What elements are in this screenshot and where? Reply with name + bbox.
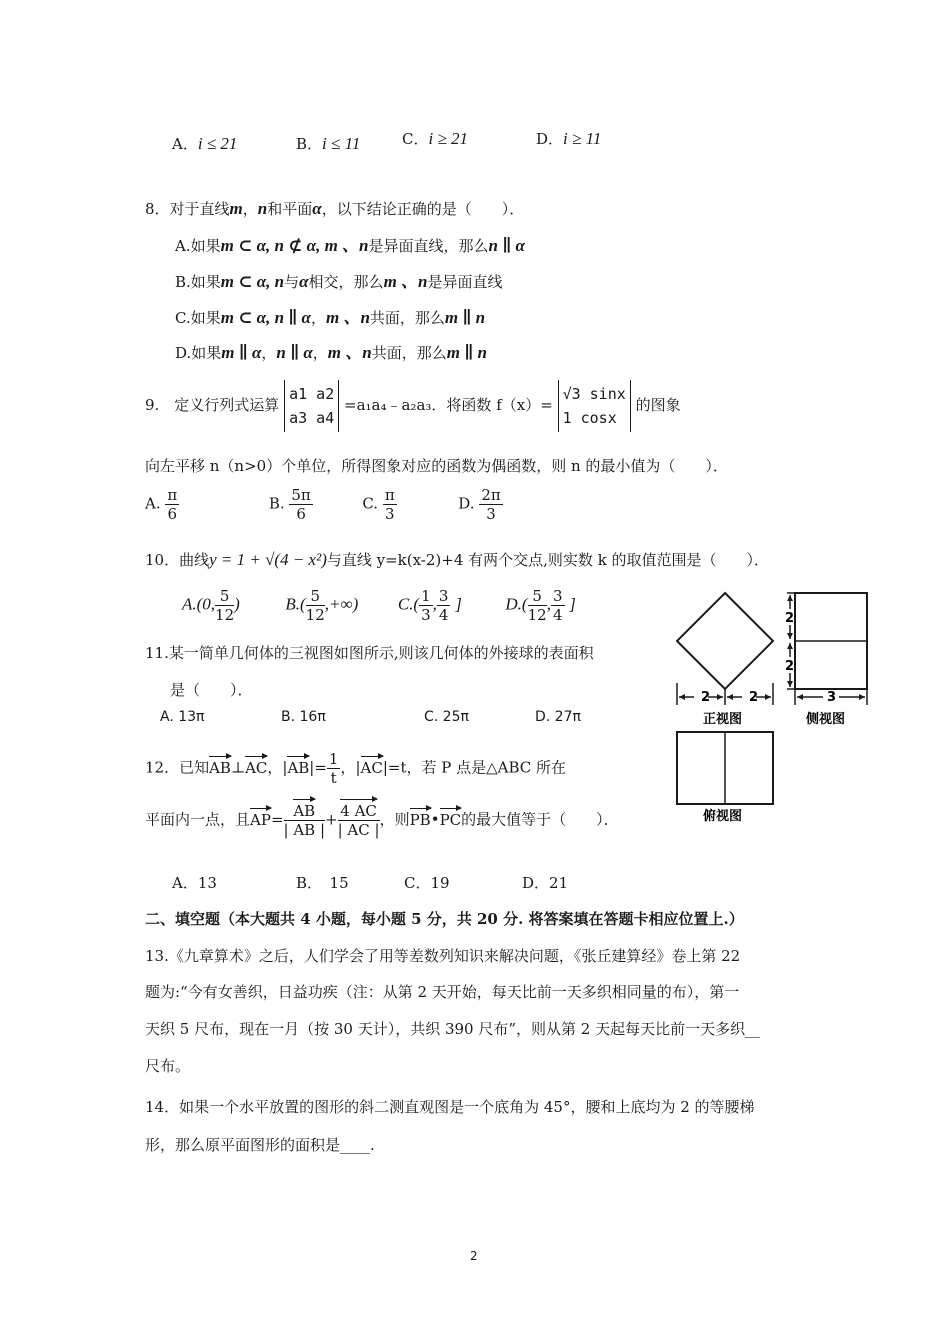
q12-option-a: A．13: [172, 874, 217, 892]
q12-option-d: D．21: [522, 874, 569, 892]
q10-options: A.(0, $\frac{5}{12}$ ) B.( $\frac{5}{12}$ ,+∞) C.( $\frac{1}{3}$ , $\frac{3}{4}$ ] D.( $\frac{5}{12}$ , $\frac{3}{4}$ ]: [182, 587, 576, 624]
q9-stem-line2: 向左平移 n（n>0）个单位，所得图象对应的函数为偶函数，则 n 的最小值为（ ）．: [145, 457, 728, 475]
q8-option-d: D.如果m ∥ α，n ∥ α，m 、n共面，那么m ∥ n: [175, 343, 487, 362]
page-number: 2: [470, 1249, 478, 1263]
q12-option-c: C．19: [404, 874, 450, 892]
q13-line4: 尺布。: [145, 1057, 191, 1075]
q8-option-c: C.如果m ⊂ α, n ∥ α，m 、n共面，那么m ∥ n: [175, 308, 486, 327]
side-dim-width: 3: [827, 690, 837, 705]
side-dim-bottom: 2: [785, 659, 795, 674]
q11-option-d: D. 27π: [535, 709, 581, 725]
q7-option-c: C．i ≥ 21: [402, 129, 469, 148]
q9-stem: 9. 定义行列式运算 a1 a2 a3 a4 =a₁a₄﹣a₂a₃．将函数 f（x）= √3 sinx 1 cosx 的图象: [145, 380, 681, 432]
q14-line1: 14．如果一个水平放置的图形的斜二测直观图是一个底角为 45°，腰和上底均为 2 的等腰梯: [145, 1098, 755, 1116]
q8-option-a: A.如果m ⊂ α, n ⊄ α, m 、n是异面直线，那么n ∥ α: [175, 236, 525, 255]
determinant-function: √3 sinx 1 cosx: [558, 380, 631, 432]
section-heading: 二、填空题（本大题共 4 小题，每小题 5 分，共 20 分. 将答案填在答题卡相应位置上.）: [145, 910, 744, 928]
q11-option-a: A. 13π: [160, 709, 205, 725]
q10-stem: 10．曲线y = 1 + √(4 − x²)与直线 y=k(x-2)+4 有两个交点,则实数 k 的取值范围是（ ）．: [145, 550, 770, 569]
q7-option-a: A．i ≤ 21: [172, 134, 238, 153]
front-dim-right: 2: [749, 690, 759, 705]
q13-line2: 题为:“今有女善织，日益功疾（注：从第 2 天开始，每天比前一天多织相同量的布），第一: [145, 983, 740, 1001]
q8-option-b: B.如果m ⊂ α, n与α相交，那么m 、n是异面直线: [175, 272, 503, 291]
side-view-label: 侧视图: [806, 712, 846, 727]
q11-option-c: C. 25π: [424, 709, 469, 725]
q9-options: A. $\frac{\pi}{6}$ B. $\frac{5\pi}{6}$ C. $\frac{\pi}{3}$ D. $\frac{2\pi}{3}$: [145, 486, 501, 523]
q12-stem: 12．已知AB⊥AC，|AB|= $\frac{1}{t}$ ，|AC|=t，若 P 点是△ABC 所在: [145, 750, 567, 787]
front-dim-left: 2: [701, 690, 711, 705]
side-dim-top: 2: [785, 611, 795, 626]
q13-line1: 13.《九章算术》之后，人们学会了用等差数列知识来解决问题，《张丘建算经》卷上第 22: [145, 947, 741, 965]
determinant-definition: a1 a2 a3 a4: [284, 380, 339, 432]
front-view-label: 正视图: [703, 712, 743, 727]
top-view-label: 俯视图: [703, 809, 743, 824]
q11-stem-line2: 是（ ）．: [170, 681, 253, 699]
q11-option-b: B. 16π: [281, 709, 326, 725]
front-view-diamond: [677, 593, 773, 689]
q13-line3: 天织 5 尺布，现在一月（按 30 天计），共织 390 尺布”，则从第 2 天起每天比前一天多织__: [145, 1020, 761, 1038]
q8-stem: 8．对于直线m，n和平面α，以下结论正确的是（ ）．: [145, 199, 525, 218]
q11-stem: 11.某一简单几何体的三视图如图所示,则该几何体的外接球的表面积: [145, 644, 594, 662]
q14-line2: 形，那么原平面图形的面积是____.: [145, 1136, 375, 1154]
q12-stem-line2: 平面内一点，且AP= $\frac{AB}{| AB |}$ + $\frac{4 AC}{| AC |}$ ，则PB•PC的最大值等于（ ）．: [145, 802, 619, 839]
q12-option-b: B． 15: [296, 874, 349, 892]
q7-option-b: B．i ≤ 11: [296, 134, 361, 153]
q7-option-d: D．i ≥ 11: [536, 129, 602, 148]
three-view-figure: [668, 585, 880, 825]
